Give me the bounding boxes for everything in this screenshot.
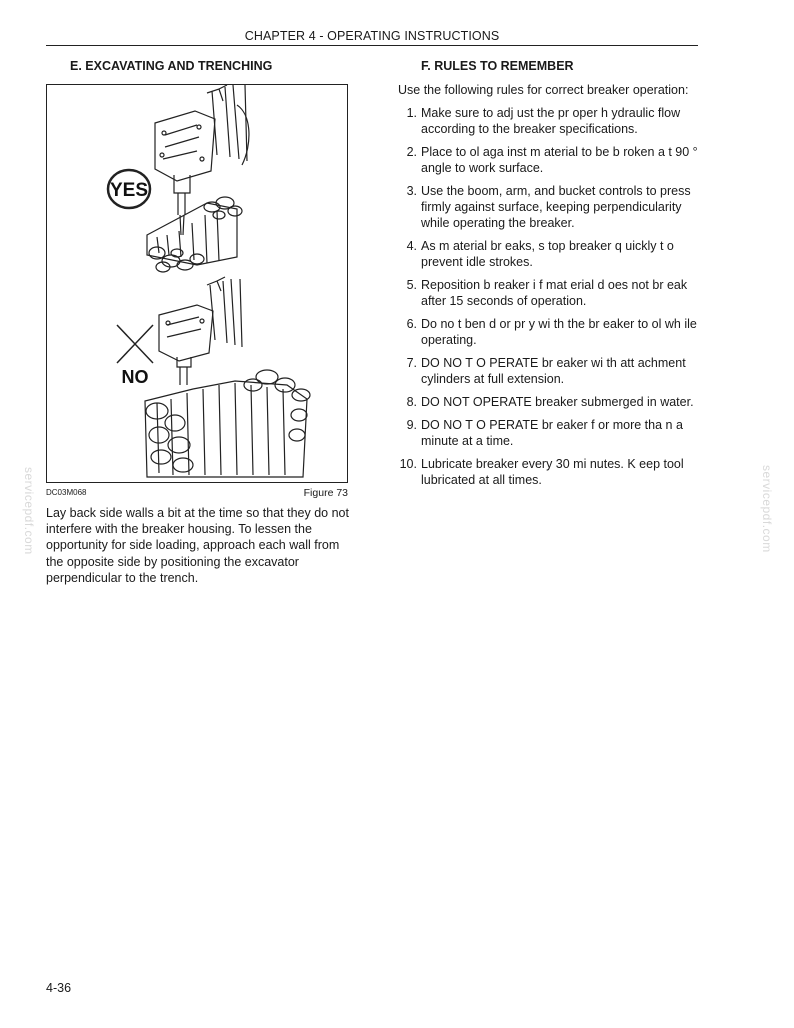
rule-text: Do no t ben d or pr y wi th the br eaker to ol wh ile operating. — [421, 317, 697, 348]
rule-text: Place to ol aga inst m aterial to be b roken a t 90 ° angle to work surface. — [421, 145, 698, 176]
rock-pile-bottom — [145, 370, 310, 477]
figure-code: DC03M068 — [46, 488, 87, 497]
yes-badge — [108, 170, 150, 208]
rule-item — [398, 277, 706, 309]
page-number: 4-36 — [46, 981, 72, 995]
section-f-intro: Use the following rules for correct breaker operation: — [398, 83, 689, 97]
rule-number: 10. — [399, 457, 417, 471]
rule-number: 6. — [406, 317, 417, 332]
section-e-body: Lay back side walls a bit at the time so that they do not interfere with the breaker housing. To lessen the opportunity for side loading, approach each wall from the opposite side by positioning the excavator perpendicular to the trench. — [46, 506, 349, 585]
rule-text: Use the boom, arm, and bucket controls to press firmly against surface, keeping perpendicularity while operating the breaker. — [421, 184, 691, 231]
rule-item — [398, 355, 706, 387]
rule-number: 2. — [406, 145, 417, 159]
watermark-left: servicepdf.com — [22, 467, 36, 555]
rule-number: 8. — [406, 395, 417, 410]
rule-item — [398, 144, 706, 176]
figure-73-illustration — [46, 84, 348, 483]
rule-item — [398, 417, 706, 449]
rules-list — [398, 105, 706, 495]
rule-text: DO NOT OPERATE breaker submerged in water. — [421, 395, 694, 410]
rule-item — [398, 394, 706, 410]
rule-number: 5. — [406, 278, 417, 293]
rule-number: 1. — [406, 106, 417, 120]
section-e-title: E. EXCAVATING AND TRENCHING — [70, 59, 273, 73]
rule-text: DO NO T O PERATE br eaker f or more tha n a minute at a time. — [421, 418, 683, 449]
rule-text: Reposition b reaker i f mat erial d oes not br eak after 15 seconds of operation. — [421, 278, 688, 309]
rule-number: 9. — [406, 418, 417, 432]
rule-item — [398, 238, 706, 270]
rule-number: 7. — [406, 356, 417, 371]
rule-item — [398, 456, 706, 488]
watermark-right: servicepdf.com — [760, 465, 774, 553]
rule-item — [398, 105, 706, 137]
rule-number: 4. — [406, 239, 417, 254]
rule-text: Make sure to adj ust the pr oper h ydraulic flow according to the breaker specifications. — [421, 106, 681, 137]
section-f-title: F. RULES TO REMEMBER — [421, 59, 574, 73]
yes-label: YES — [109, 180, 149, 201]
rule-text: As m aterial br eaks, s top breaker q uickly t o prevent idle strokes. — [421, 239, 674, 270]
rule-item — [398, 183, 706, 232]
breaker-incorrect — [159, 277, 242, 385]
rock-pile-top — [147, 197, 242, 272]
figure-caption: Figure 73 — [303, 487, 348, 499]
breaker-correct — [155, 85, 249, 235]
rule-item — [398, 316, 706, 348]
no-badge — [117, 325, 153, 387]
rule-number: 3. — [406, 184, 417, 198]
rule-text: DO NO T O PERATE br eaker wi th att achment cylinders at full extension. — [421, 356, 686, 387]
no-label: NO — [121, 367, 149, 387]
breaker-illustration — [47, 85, 347, 482]
rule-text: Lubricate breaker every 30 mi nutes. K eep tool lubricated at all times. — [421, 457, 684, 488]
chapter-header: CHAPTER 4 - OPERATING INSTRUCTIONS — [244, 29, 500, 43]
header-rule — [46, 45, 698, 46]
